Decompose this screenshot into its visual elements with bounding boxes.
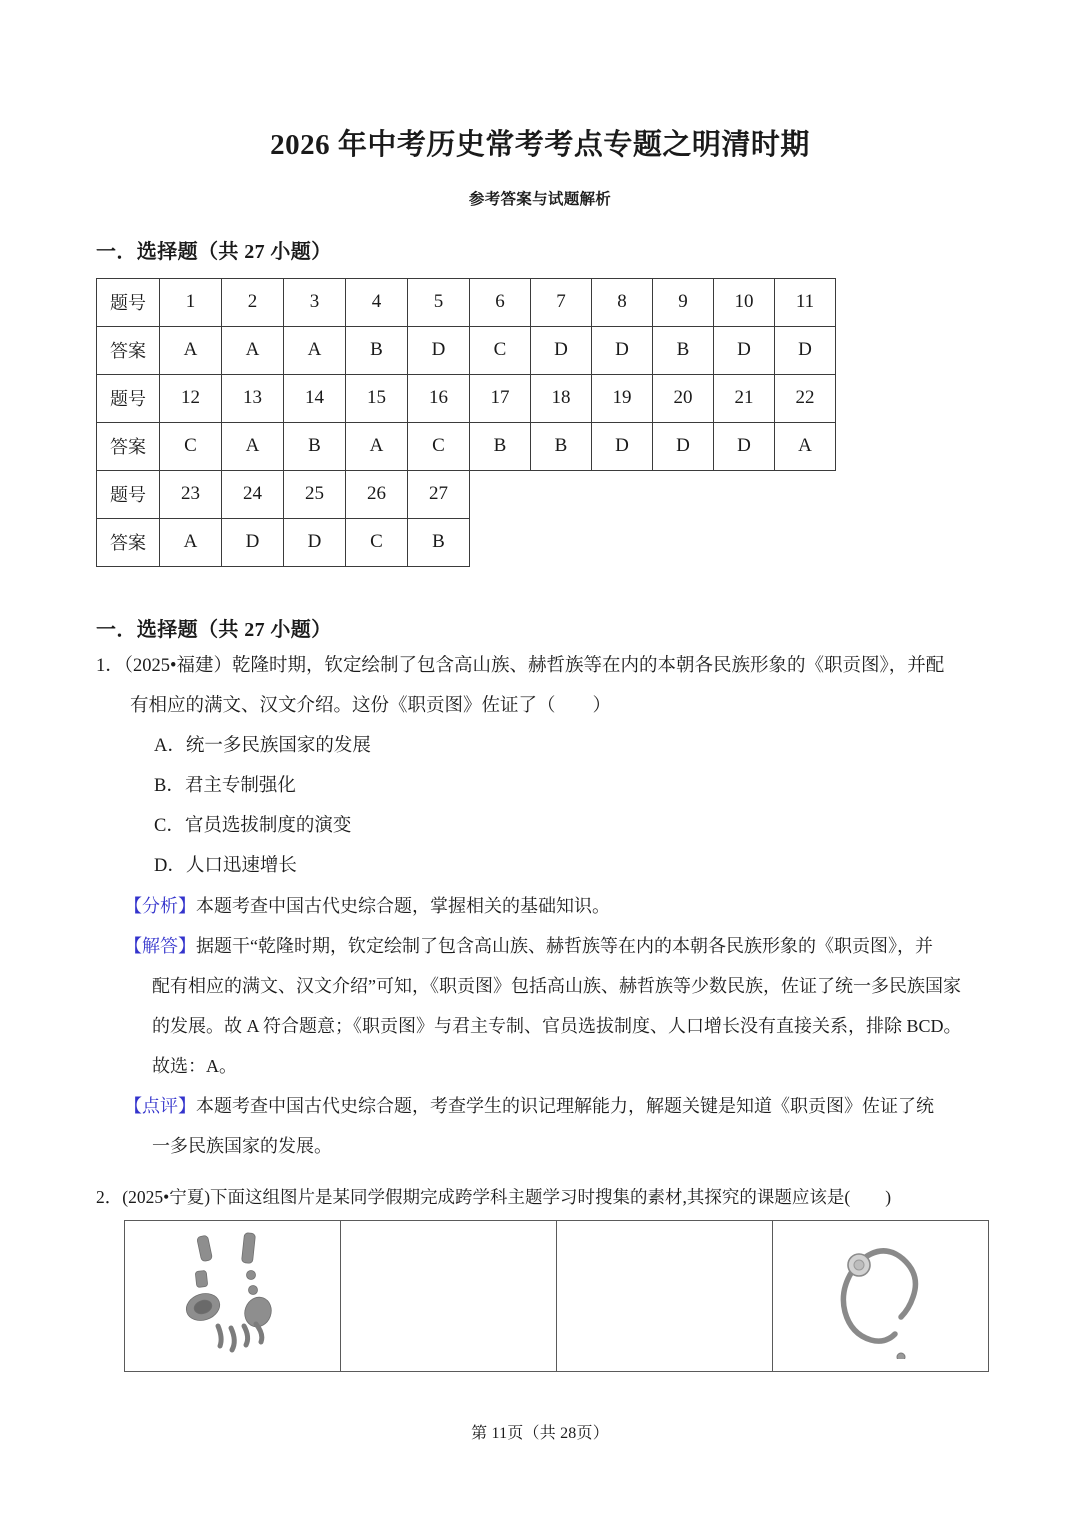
- solutions-section-heading: 一．选择题（共 27 小题）: [96, 618, 332, 641]
- answer-line-3: 的发展。故 A 符合题意；《职贡图》与君主专制、官员选拔制度、人口增长没有直接关系，排除 BCD。: [152, 1015, 962, 1036]
- table-cell: 5: [408, 278, 470, 326]
- table-cell: A: [222, 422, 284, 470]
- table-cell-empty: [470, 470, 531, 518]
- table-row: [97, 470, 836, 518]
- question-2-block: [96, 1166, 984, 1372]
- table-cell: 26: [346, 470, 408, 518]
- table-cell: D: [408, 326, 470, 374]
- question-1-option-c: C．官员选拔制度的演变: [154, 815, 352, 836]
- material-cell-2: [341, 1220, 557, 1371]
- answer-line-1: 据题干“乾隆时期，钦定绘制了包含高山族、赫哲族等在内的本朝各民族形象的《职贡图》，并: [196, 935, 933, 956]
- material-cell-3: [557, 1220, 773, 1371]
- table-cell: D: [714, 422, 775, 470]
- table-cell: B: [408, 518, 470, 566]
- table-cell: A: [284, 326, 346, 374]
- material-cell-4: [773, 1220, 989, 1371]
- table-row: [97, 518, 836, 566]
- table-cell-empty: [592, 470, 653, 518]
- question-1-block: [96, 642, 984, 1166]
- table-cell: C: [346, 518, 408, 566]
- table-cell-empty: [531, 518, 592, 566]
- table-cell-empty: [714, 470, 775, 518]
- table-cell-empty: [714, 518, 775, 566]
- table-cell: D: [284, 518, 346, 566]
- question-1-stem: [96, 646, 984, 726]
- table-cell: D: [592, 326, 653, 374]
- table-cell: D: [222, 518, 284, 566]
- table-row: [125, 1220, 989, 1371]
- table-row: [97, 278, 836, 326]
- table-cell: C: [470, 326, 531, 374]
- table-cell: 10: [714, 278, 775, 326]
- table-cell: 3: [284, 278, 346, 326]
- table-cell: D: [592, 422, 653, 470]
- table-cell-empty: [775, 470, 836, 518]
- table-cell: 17: [470, 374, 531, 422]
- table-cell: D: [714, 326, 775, 374]
- question-1-stem-line1: 1．（2025•福建）乾隆时期，钦定绘制了包含高山族、赫哲族等在内的本朝各民族形象的《职贡图》，并配: [96, 655, 945, 676]
- comment-line-2: 一多民族国家的发展。: [152, 1135, 332, 1156]
- table-cell: 24: [222, 470, 284, 518]
- question-1-analysis: [96, 886, 984, 926]
- table-row: [97, 326, 836, 374]
- table-row: [97, 422, 836, 470]
- answer-key-section-heading: 一．选择题（共 27 小题）: [96, 240, 332, 263]
- table-cell-empty: [775, 518, 836, 566]
- table-cell: 11: [775, 278, 836, 326]
- table-cell: B: [470, 422, 531, 470]
- row-header-answer: 答案: [97, 326, 160, 374]
- table-row: [97, 374, 836, 422]
- page-subtitle: 参考答案与试题解析: [468, 190, 612, 208]
- table-cell: 9: [653, 278, 714, 326]
- row-header-answer: 答案: [97, 518, 160, 566]
- comment-tag: 【点评】: [124, 1095, 196, 1116]
- table-cell: B: [284, 422, 346, 470]
- table-cell: 12: [160, 374, 222, 422]
- table-cell: D: [653, 422, 714, 470]
- table-cell-empty: [531, 470, 592, 518]
- table-cell: 23: [160, 470, 222, 518]
- table-cell: 4: [346, 278, 408, 326]
- jade-necklace-ornaments-image: [158, 1228, 308, 1363]
- question-1-stem-line2: 有相应的满文、汉文介绍。这份《职贡图》佐证了（ ）: [130, 695, 612, 716]
- table-cell: D: [531, 326, 592, 374]
- table-cell-empty: [592, 518, 653, 566]
- table-cell: 27: [408, 470, 470, 518]
- table-cell: 21: [714, 374, 775, 422]
- page-footer: 第 11页（共 28页）: [471, 1425, 609, 1442]
- table-cell-empty: [470, 518, 531, 566]
- table-cell: 16: [408, 374, 470, 422]
- table-cell: 8: [592, 278, 653, 326]
- table-cell: A: [775, 422, 836, 470]
- table-cell: A: [222, 326, 284, 374]
- question-1-option-b: B．君主专制强化: [154, 775, 296, 796]
- table-cell-empty: [653, 518, 714, 566]
- question-1-comment: [96, 1086, 984, 1166]
- answer-key-table: [96, 278, 836, 567]
- table-cell: 13: [222, 374, 284, 422]
- table-cell: C: [408, 422, 470, 470]
- answer-line-2: 配有相应的满文、汉文介绍”可知，《职贡图》包括高山族、赫哲族等少数民族，佐证了统一多民族国家: [152, 975, 961, 996]
- question-1-answer: [96, 926, 984, 1086]
- table-cell: C: [160, 422, 222, 470]
- table-cell: B: [531, 422, 592, 470]
- question-2-materials-container: [96, 1214, 984, 1372]
- table-cell: 2: [222, 278, 284, 326]
- row-header-number: 题号: [97, 278, 160, 326]
- table-cell: B: [346, 326, 408, 374]
- table-cell: 18: [531, 374, 592, 422]
- analysis-text: 本题考查中国古代史综合题，掌握相关的基础知识。: [196, 895, 610, 916]
- table-cell: 6: [470, 278, 531, 326]
- table-cell: D: [775, 326, 836, 374]
- table-cell: 22: [775, 374, 836, 422]
- row-header-number: 题号: [97, 374, 160, 422]
- table-cell: 20: [653, 374, 714, 422]
- material-cell-1: [125, 1220, 341, 1371]
- row-header-number: 题号: [97, 470, 160, 518]
- answer-line-4: 故选：A。: [152, 1055, 237, 1076]
- silver-open-bracelet-image: [821, 1227, 941, 1364]
- table-cell: B: [653, 326, 714, 374]
- table-cell: 15: [346, 374, 408, 422]
- table-cell: 7: [531, 278, 592, 326]
- table-cell: 25: [284, 470, 346, 518]
- question-1-option-a: A．统一多民族国家的发展: [154, 735, 371, 756]
- answer-tag: 【解答】: [124, 935, 196, 956]
- answer-key-table-container: [96, 264, 984, 567]
- question-2-stem: 2．(2025•宁夏)下面这组图片是某同学假期完成跨学科主题学习时搜集的素材,其探究的课题应该是( ): [96, 1186, 892, 1207]
- analysis-tag: 【分析】: [124, 895, 196, 916]
- table-cell: 19: [592, 374, 653, 422]
- question-2-materials-table: [124, 1220, 989, 1372]
- table-cell: A: [160, 326, 222, 374]
- row-header-answer: 答案: [97, 422, 160, 470]
- table-cell: A: [160, 518, 222, 566]
- page-title: 2026 年中考历史常考考点专题之明清时期: [270, 129, 810, 161]
- table-cell: 14: [284, 374, 346, 422]
- table-cell-empty: [653, 470, 714, 518]
- table-cell: A: [346, 422, 408, 470]
- table-cell: 1: [160, 278, 222, 326]
- comment-line-1: 本题考查中国古代史综合题，考查学生的识记理解能力，解题关键是知道《职贡图》佐证了统: [196, 1095, 934, 1116]
- question-1-option-d: D．人口迅速增长: [154, 855, 297, 876]
